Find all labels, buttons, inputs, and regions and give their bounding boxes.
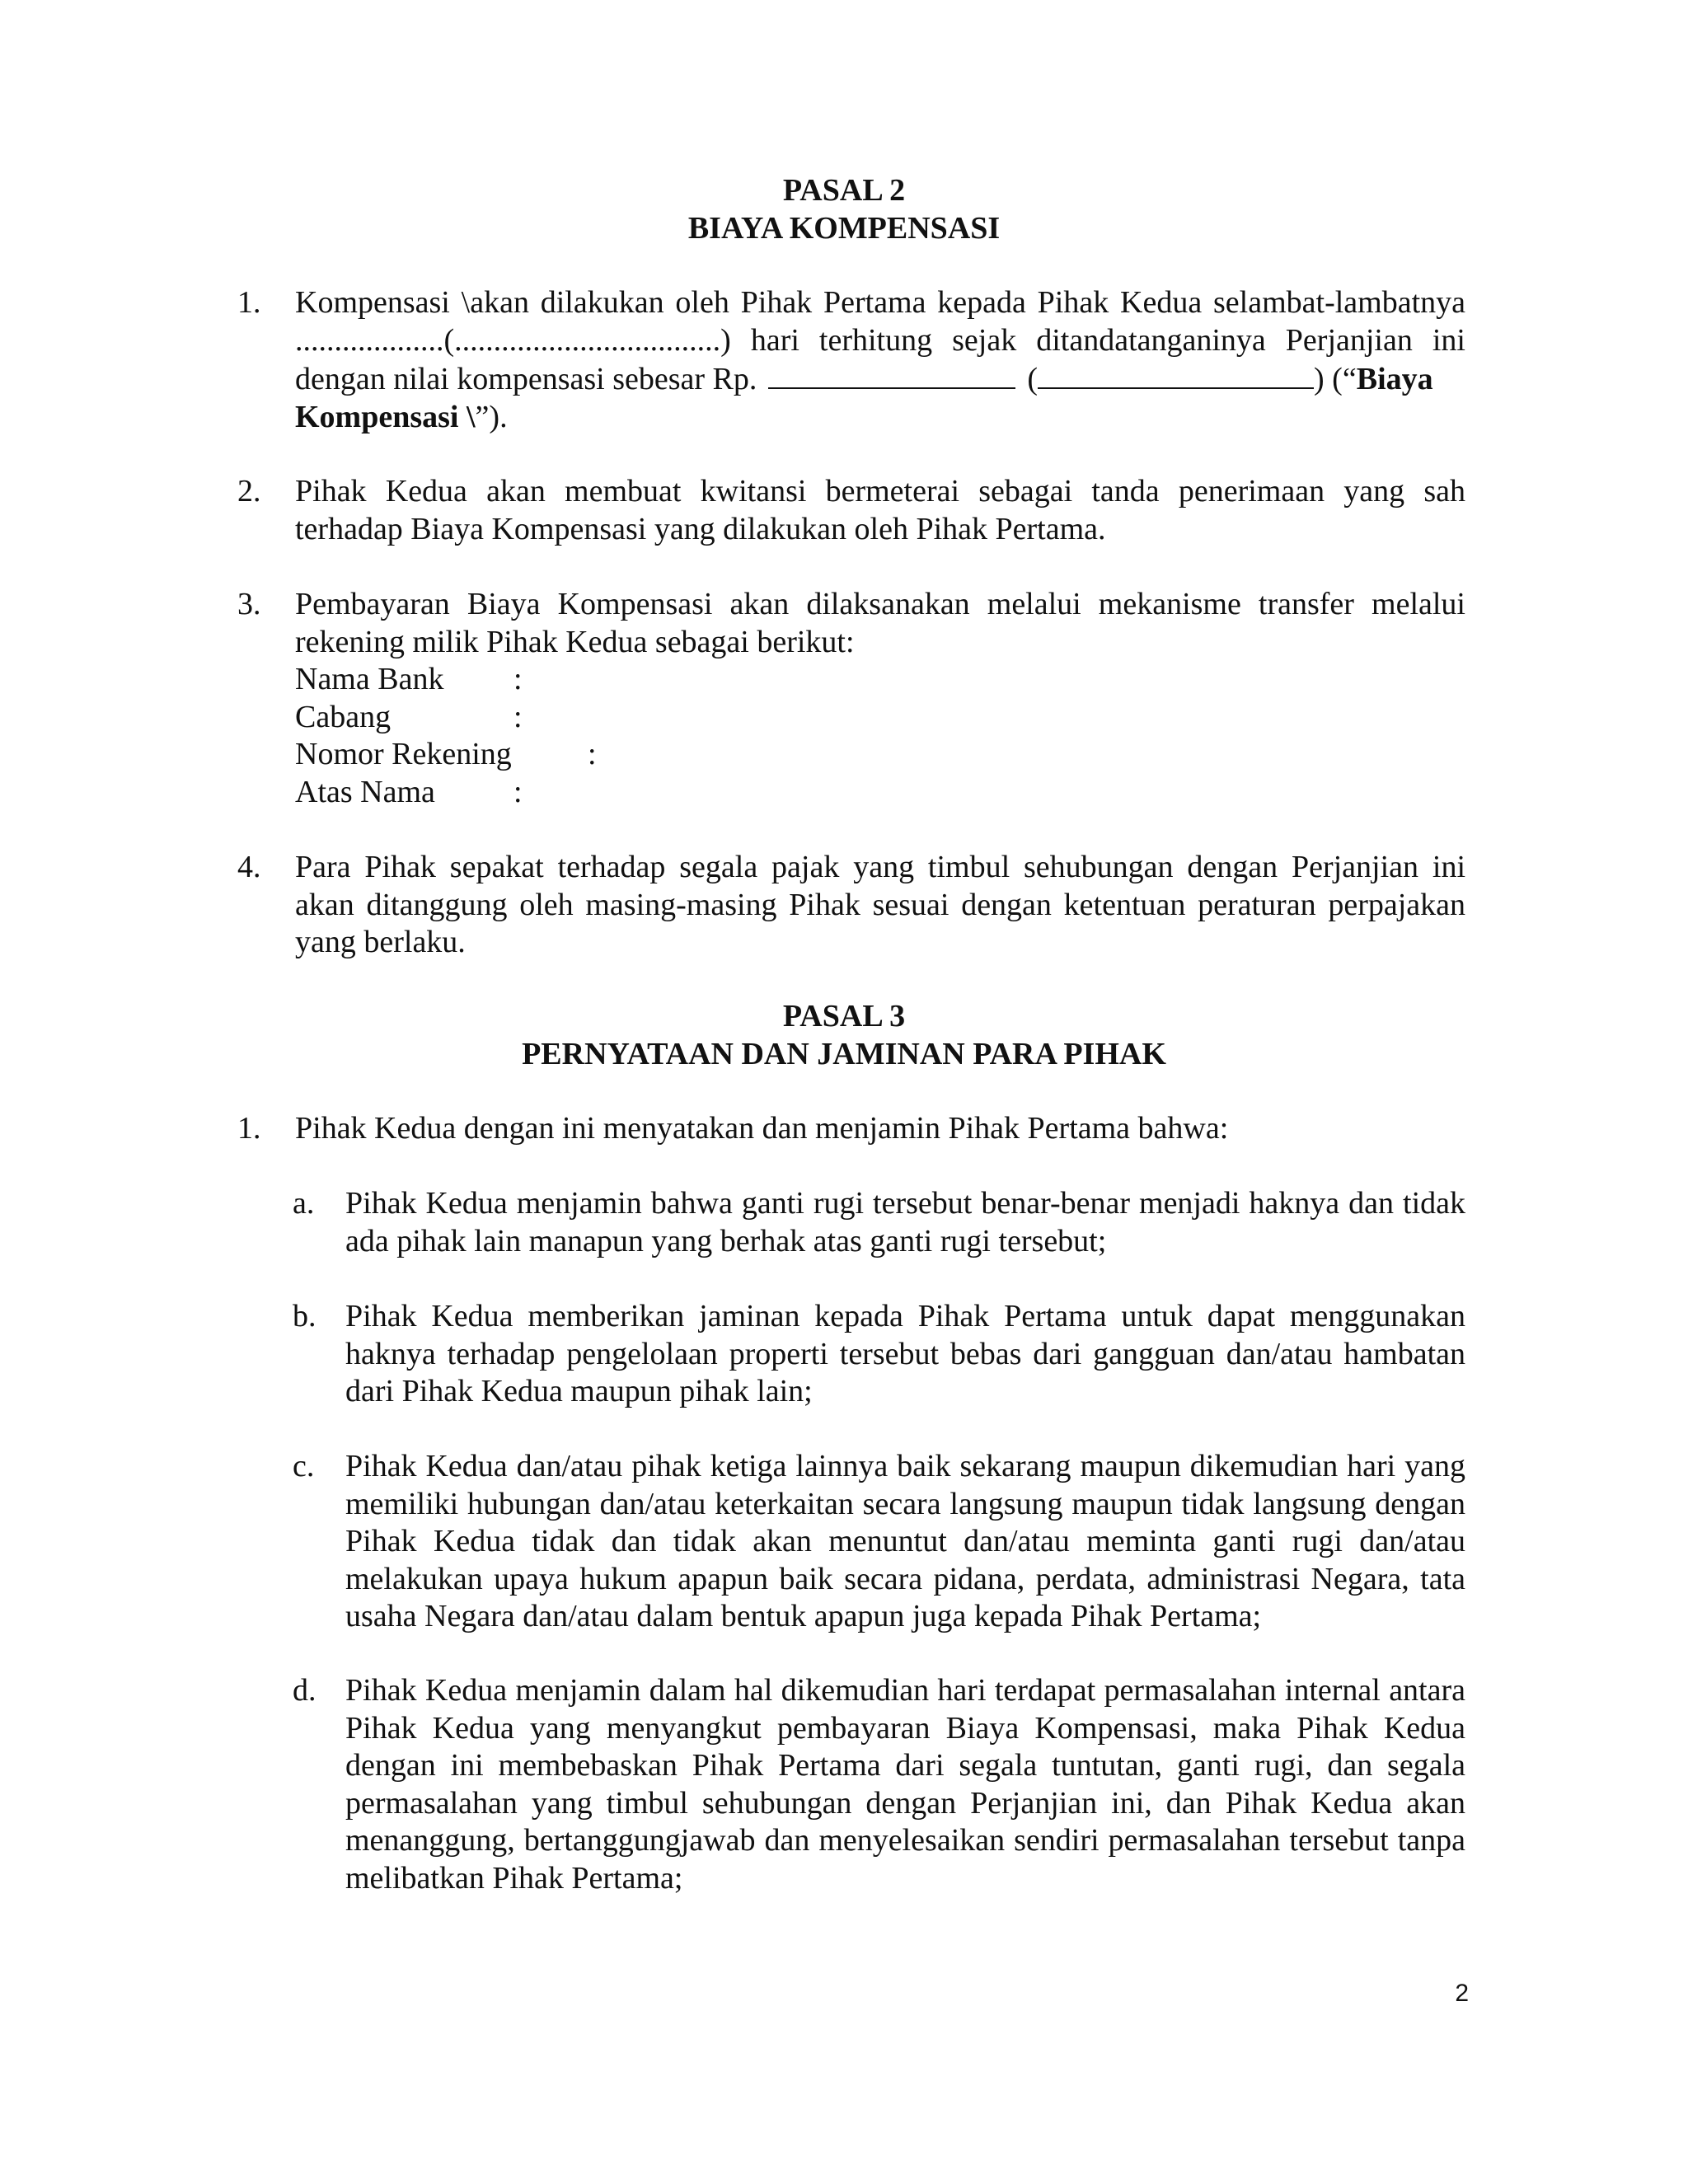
bank-field-colon: : bbox=[513, 699, 523, 734]
pasal-3-subitem-c bbox=[293, 1448, 1465, 1636]
pasal-3-subitem-d bbox=[293, 1672, 1465, 1897]
subitem-text: Pihak Kedua memberikan jaminan kepada Pihak Pertama untuk dapat menggunakan haknya terhadap pengelolaan properti tersebut bebas dari gangguan dan/atau hambatan dari Pihak Kedua maupun pihak lain; bbox=[345, 1299, 1465, 1408]
subitem-letter: c. bbox=[293, 1449, 315, 1483]
pasal-2-item-2 bbox=[237, 473, 1465, 548]
item-number: 4. bbox=[237, 850, 261, 884]
page-number: 2 bbox=[1455, 1980, 1469, 2007]
bank-field-colon: : bbox=[513, 774, 523, 809]
subitem-letter: a. bbox=[293, 1186, 315, 1221]
item-number: 2. bbox=[237, 474, 261, 509]
bank-field-colon: : bbox=[513, 662, 523, 696]
bank-field-row bbox=[295, 661, 1465, 699]
pasal-2-item-4 bbox=[237, 849, 1465, 962]
item-number: 1. bbox=[237, 285, 261, 320]
bank-field-label: Atas Nama bbox=[295, 774, 435, 809]
item-text: Para Pihak sepakat terhadap segala pajak yang timbul sehubungan dengan Perjanjian ini akan ditanggung oleh masing-masing Pihak sesuai dengan ketentuan peraturan perpajakan yang berlaku. bbox=[295, 850, 1465, 959]
pasal-3-heading: PASAL 3 bbox=[782, 999, 906, 1033]
bank-field-row bbox=[295, 736, 1465, 774]
compensation-amount-line: dengan nilai kompensasi sebesar Rp. ( ) (“Biaya bbox=[295, 359, 1465, 399]
bank-field-label: Nomor Rekening bbox=[295, 737, 512, 771]
item-number: 1. bbox=[237, 1111, 261, 1146]
bank-field-colon: : bbox=[588, 737, 597, 771]
subitem-letter: d. bbox=[293, 1673, 316, 1708]
item-text: Pembayaran Biaya Kompensasi akan dilaksanakan melalui mekanisme transfer melalui rekening milik Pihak Kedua sebagai berikut: bbox=[295, 587, 1465, 659]
bank-field-row bbox=[295, 774, 1465, 812]
subitem-letter: b. bbox=[293, 1299, 316, 1333]
subitem-text: Pihak Kedua menjamin bahwa ganti rugi tersebut benar-benar menjadi haknya dan tidak ada pihak lain manapun yang berhak atas ganti rugi tersebut; bbox=[345, 1186, 1465, 1258]
item-number: 3. bbox=[237, 587, 261, 621]
pasal-3-subitem-b bbox=[293, 1298, 1465, 1411]
pasal-3-subtitle: PERNYATAAN DAN JAMINAN PARA PIHAK bbox=[522, 1037, 1166, 1071]
subitem-text: Pihak Kedua dan/atau pihak ketiga lainnya baik sekarang maupun dikemudian hari yang memiliki hubungan dan/atau keterkaitan secara langsung maupun tidak langsung dengan Pihak Kedua tidak dan tidak akan menuntut dan/atau meminta ganti rugi dan/atau melakukan upaya hukum apapun baik secara pidana, perdata, administrasi Negara, tata usaha Negara dan/atau dalam bentuk apapun juga kepada Pihak Pertama; bbox=[345, 1449, 1465, 1633]
item-text-line: Kompensasi \akan dilakukan oleh Pihak Pertama kepada Pihak Kedua selambat-lambatnya bbox=[295, 285, 1465, 320]
defined-term: Kompensasi \ bbox=[295, 399, 476, 434]
bank-field-row bbox=[295, 699, 1465, 737]
pasal-2-item-3 bbox=[237, 586, 1465, 811]
item-text-line: Kompensasi \”). bbox=[295, 399, 508, 434]
amount-in-words-blank bbox=[1038, 359, 1314, 389]
pasal-2-subtitle: BIAYA KOMPENSASI bbox=[687, 211, 1001, 246]
item-text: Pihak Kedua dengan ini menyatakan dan menjamin Pihak Pertama bahwa: bbox=[295, 1111, 1229, 1146]
bank-field-label: Cabang bbox=[295, 699, 392, 734]
pasal-3-item-1 bbox=[237, 1110, 1465, 1148]
defined-term: Biaya bbox=[1356, 362, 1433, 396]
pasal-2-item-1 bbox=[237, 284, 1465, 436]
amount-blank bbox=[768, 359, 1015, 389]
bank-field-label: Nama Bank bbox=[295, 662, 444, 696]
pasal-3-subitem-a bbox=[293, 1185, 1465, 1260]
subitem-text: Pihak Kedua menjamin dalam hal dikemudian hari terdapat permasalahan internal antara Pihak Kedua yang menyangkut pembayaran Biaya Kompensasi, maka Pihak Kedua dengan ini membebaskan Pihak Pertama dari segala tuntutan, ganti rugi, dan segala permasalahan yang timbul sehubungan dengan Perjanjian ini, dan Pihak Kedua akan menanggung, bertanggungjawab dan menyelesaikan sendiri permasalahan tersebut tanpa melibatkan Pihak Pertama; bbox=[345, 1673, 1465, 1896]
pasal-2-heading: PASAL 2 bbox=[782, 173, 906, 208]
item-text-line: ...................(..................................) hari terhitung sejak ditandatanganinya Perjanjian ini bbox=[295, 322, 1465, 358]
item-text: Pihak Kedua akan membuat kwitansi bermeterai sebagai tanda penerimaan yang sah terhadap Biaya Kompensasi yang dilakukan oleh Pihak Pertama. bbox=[295, 474, 1465, 546]
